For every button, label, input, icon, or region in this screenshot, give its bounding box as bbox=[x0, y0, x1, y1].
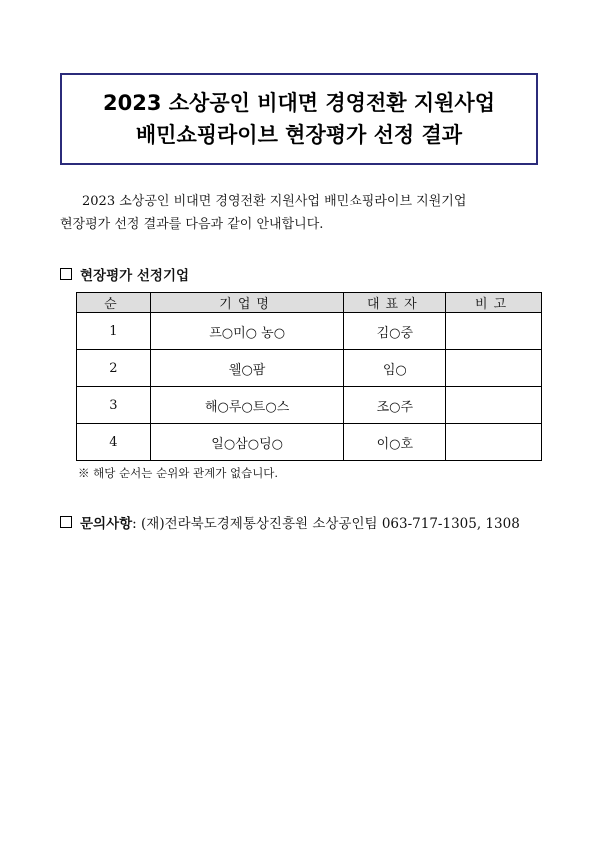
contact-text: : (재)전라북도경제통상진흥원 소상공인팀 063-717-1305, 1308 bbox=[132, 516, 520, 532]
section-contact bbox=[60, 512, 520, 532]
table-row bbox=[77, 313, 542, 350]
section-selected-companies bbox=[60, 264, 189, 284]
table-header-row bbox=[77, 293, 542, 313]
cell-no: 1 bbox=[77, 313, 151, 350]
cell-company: 해○루○트○스 bbox=[150, 387, 344, 424]
header-no: 순 bbox=[77, 293, 151, 313]
cell-remarks bbox=[446, 350, 542, 387]
intro-line1: 2023 소상공인 비대면 경영전환 지원사업 배민쇼핑라이브 지원기업 bbox=[82, 194, 467, 209]
cell-company: 일○삼○딩○ bbox=[150, 424, 344, 461]
header-company: 기업명 bbox=[150, 293, 344, 313]
checkbox-square-icon bbox=[60, 268, 72, 280]
header-remarks: 비고 bbox=[446, 293, 542, 313]
cell-company: 프○미○ 농○ bbox=[150, 313, 344, 350]
table-row bbox=[77, 387, 542, 424]
section-title: 현장평가 선정기업 bbox=[80, 268, 190, 284]
cell-remarks bbox=[446, 313, 542, 350]
cell-no: 3 bbox=[77, 387, 151, 424]
cell-representative: 이○호 bbox=[344, 424, 446, 461]
cell-representative: 임○ bbox=[344, 350, 446, 387]
intro-paragraph bbox=[60, 190, 550, 236]
footnote: ※ 해당 순서는 순위와 관계가 없습니다. bbox=[78, 466, 279, 480]
intro-line2: 현장평가 선정 결과를 다음과 같이 안내합니다. bbox=[60, 217, 324, 232]
cell-remarks bbox=[446, 387, 542, 424]
results-table bbox=[76, 292, 542, 461]
cell-representative: 김○중 bbox=[344, 313, 446, 350]
checkbox-square-icon bbox=[60, 516, 72, 528]
contact-label: 문의사항 bbox=[80, 516, 133, 532]
cell-representative: 조○주 bbox=[344, 387, 446, 424]
cell-no: 2 bbox=[77, 350, 151, 387]
header-representative: 대표자 bbox=[344, 293, 446, 313]
cell-company: 웰○팜 bbox=[150, 350, 344, 387]
title-box bbox=[60, 73, 538, 165]
table-row bbox=[77, 424, 542, 461]
document-title-line1: 2023 소상공인 비대면 경영전환 지원사업 bbox=[103, 91, 495, 115]
cell-remarks bbox=[446, 424, 542, 461]
cell-no: 4 bbox=[77, 424, 151, 461]
document-title-line2: 배민쇼핑라이브 현장평가 선정 결과 bbox=[135, 123, 463, 147]
table-row bbox=[77, 350, 542, 387]
